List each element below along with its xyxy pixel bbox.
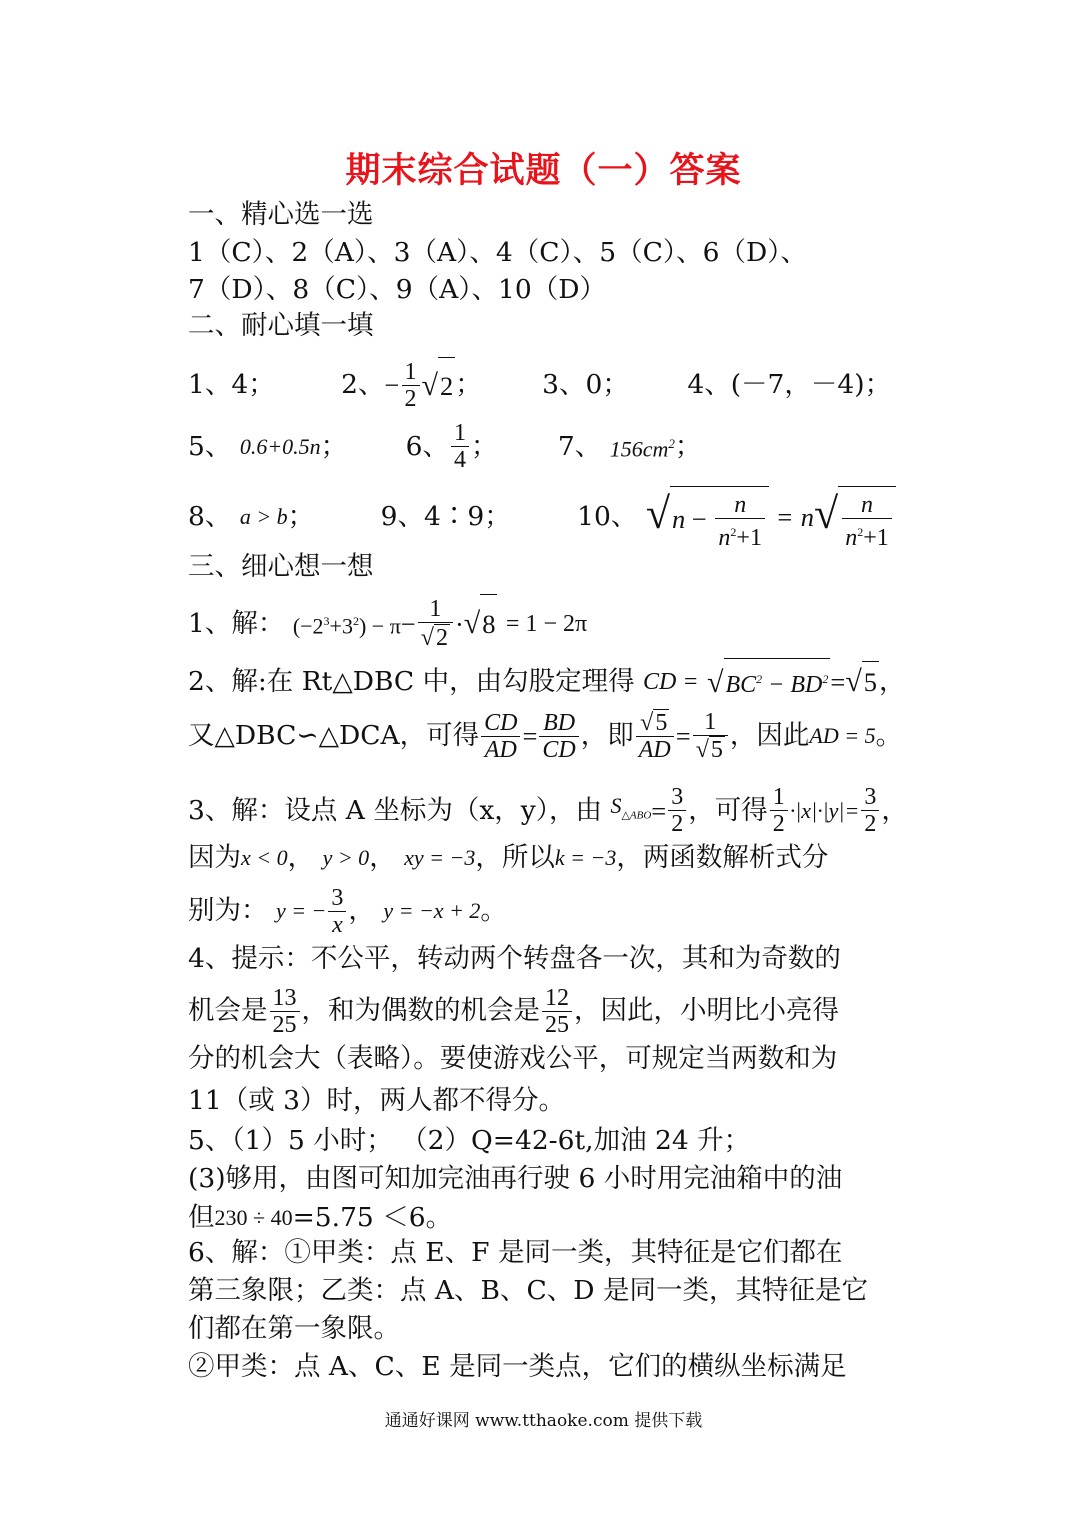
q4-line-2: 机会是 $\frac{13}{25}$ ，和为偶数的机会是 $\frac{12}{25}$ ，因此，小明比小亮得 [188, 984, 839, 1038]
answer-6-label: 6、 [405, 430, 449, 462]
fill-answers-row-1: 1、4； 2、− $\frac{1}{2}$ √2； 3、0； 4、(－7，－4)； [188, 358, 892, 412]
fill-answers-row-3: 8、 a > b； 9、4∶9； 10、 √n − $\frac{n}{n^2+1}$ = n√ $\frac{n}{n^2+1}$ [188, 482, 900, 546]
answer-2-label: 2、 [341, 369, 385, 400]
answer-8-label: 8、 [188, 500, 232, 532]
q5-line-1: 5、（1）5 小时； （2）Q=42-6t,加油 24 升； [188, 1125, 751, 1156]
q3-line-2: 因为x < 0， y > 0， xy = −3，所以k = −3，两函数解析式分 [188, 842, 829, 873]
section-1-heading: 一、精心选一选 [188, 199, 374, 230]
q6-line-1: 6、解：①甲类：点 E、F 是同一类，其特征是它们都在 [188, 1237, 843, 1268]
page-title: 期末综合试题（一）答案 [345, 150, 742, 191]
q1-line: 1、解： $(-2^3+3^2) - \pi-$ $\frac{1}{√2}$ ·√8 = 1 − 2π [188, 592, 900, 650]
q2-line-2: 又△DBC∽△DCA，可得 $\frac{CD}{AD}$ = $\frac{BD}{CD}$ ，即 $\frac{√5}{AD}$ = $\frac{1}{√5}$ ，因此AD = 5。 [188, 708, 903, 764]
answer-10-formula-left: √n − $\frac{n}{n^2+1}$ [646, 482, 769, 551]
q6-line-4: ②甲类：点 A、C、E 是同一类点，它们的横纵坐标满足 [188, 1351, 847, 1382]
answer-5-expression: 0.6+0.5n [239, 433, 321, 459]
q2-line-1: 2、解:在 Rt△DBC 中，由勾股定理得 CD = $√BC^2 - BD^2=√5$， [188, 658, 900, 698]
q5-line-3: 但230 ÷ 40=5.75 ＜6。 [188, 1202, 453, 1233]
section-3-heading: 三、细心想一想 [188, 551, 374, 582]
answer-4: 4、(－7，－4)； [687, 369, 892, 400]
q4-line-1: 4、提示：不公平，转动两个转盘各一次，其和为奇数的 [188, 943, 841, 974]
q3-line-1: 3、解：设点 A 坐标为（x，y），由 $S_{\triangle ABO}=$ $\frac{3}{2}$ ，可得 $\frac{1}{2}$ ·|x|·|y|= $\frac{3}{2}$ ， [188, 784, 908, 838]
answer-9: 9、4∶9； [380, 500, 511, 532]
q1-expression: $(-2^3+3^2) - \pi$ [292, 613, 401, 639]
answer-2-fraction: $\frac{1}{2}$ [402, 359, 420, 412]
q2-pythagoras-sqrt: $√BC^2 - BD^2$ [707, 658, 830, 705]
answer-6-fraction: $\frac{1}{4}$ [451, 420, 469, 473]
fill-answers-row-2: 5、 0.6+0.5n； 6、 $\frac{1}{4}$ ； 7、 $156cm^2$； [188, 416, 900, 472]
answer-1: 1、4； [188, 369, 275, 400]
answer-2-sqrt: √2 [422, 357, 456, 414]
answer-10-formula-right: √ $\frac{n}{n^2+1}$ [814, 482, 896, 551]
answer-10-label: 10、 [577, 500, 638, 532]
answer-5-label: 5、 [188, 430, 232, 462]
q4-line-3: 分的机会大（表略）。要使游戏公平，可规定当两数和为 [188, 1043, 838, 1074]
q3-line-3: 别为： y = − $\frac{3}{x}$ ， y = −x + 2。 [188, 884, 507, 938]
q5-line-2: (3)够用，由图可知加完油再行驶 6 小时用完油箱中的油 [188, 1163, 843, 1194]
page-footer: 通通好课网 www.tthaoke.com 提供下载 [384, 1411, 703, 1431]
answer-7-label: 7、 [557, 430, 602, 462]
answer-3: 3、0； [542, 369, 629, 400]
q4-line-4: 11（或 3）时，两人都不得分。 [188, 1085, 566, 1116]
q1-fraction: $\frac{1}{√2}$ [418, 596, 453, 651]
answer-7-expression: $156cm^2$ [609, 436, 675, 462]
answer-8-expression: a > b [239, 503, 288, 529]
q6-line-3: 们都在第一象限。 [188, 1313, 400, 1344]
section-2-heading: 二、耐心填一填 [188, 310, 374, 341]
q1-sqrt: √8 [464, 594, 498, 653]
choice-answers-row-2: 7（D）、8（C）、9（A）、10（D） [188, 274, 606, 305]
q6-line-2: 第三象限；乙类：点 A、B、C、D 是同一类，其特征是它 [188, 1275, 868, 1306]
choice-answers-row-1: 1（C）、2（A）、3（A）、4（C）、5（C）、6（D）、 [188, 237, 808, 268]
